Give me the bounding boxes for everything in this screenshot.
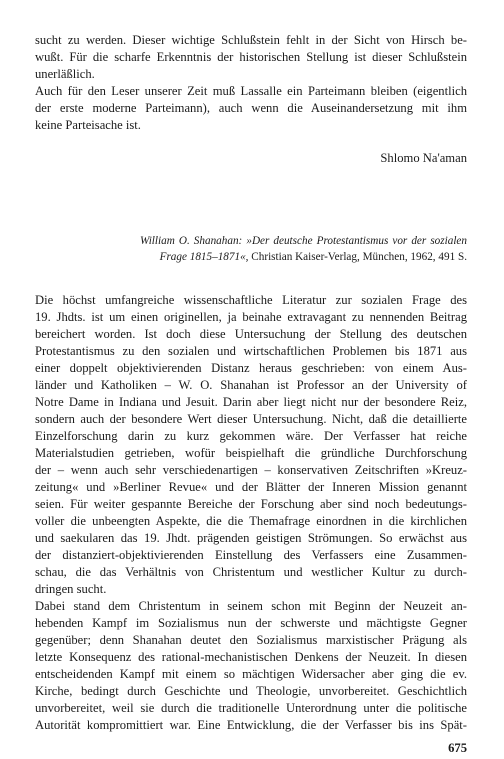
text-line: Autorität kompromittiert war. Eine Entwicklung, die der Verfasser bis ins Spät- bbox=[35, 718, 467, 732]
text-line: voller die unbeengten Aspekte, die die Themafrage einordnen in die kirchlichen bbox=[35, 514, 467, 528]
text-line: Die höchst umfangreiche wissenschaftliche Literatur zur sozialen Frage des bbox=[35, 293, 467, 307]
text-line: keine Parteisache ist. bbox=[35, 118, 141, 132]
text-line: Notre Dame in Indiana und Jesuit. Darin aber liegt nicht nur der besondere Reiz, bbox=[35, 395, 467, 409]
text-line: zeitung« und »Berliner Revue« und der Blätter der Inneren Mission genannt bbox=[35, 480, 467, 494]
text-line: länder und Katholiken – W. O. Shanahan ist Professor an der University of bbox=[35, 378, 467, 392]
text-line: dringen sucht. bbox=[35, 582, 107, 596]
text-line: hebenden Kampf im Sozialismus nun der schwerste und mächtigste Gegner bbox=[35, 616, 467, 630]
review-publisher: Christian Kaiser-Verlag, München, 1962, 491 S. bbox=[248, 251, 467, 263]
text-line: wußt. Für die scharfe Erkenntnis der historischen Stellung ist dieser Schlußstein bbox=[35, 50, 467, 64]
text-line: sucht zu werden. Dieser wichtige Schlußstein fehlt in der Sicht von Hirsch be- bbox=[35, 33, 467, 47]
text-line: seien. Für weiter gespannte Bereiche der Forschung aber sind noch bedeutungs- bbox=[35, 497, 467, 511]
review-title-end: Frage 1815–1871«, bbox=[159, 251, 249, 263]
text-line: letzte Konsequenz des rational-mechanistischen Denkens der Neuzeit. In diesen bbox=[35, 650, 467, 664]
text-line: unerläßlich. bbox=[35, 67, 95, 81]
text-line: Materialstudien getrieben, wofür beispielhaft die gründliche Durchforschung bbox=[35, 446, 467, 460]
text-line: der – wenn auch sehr verschiedenartigen – konservativen Zeitschriften »Kreuz- bbox=[35, 463, 467, 477]
text-line: schau, die das Verhältnis von Christentum und westlicher Kultur zu durch- bbox=[35, 565, 467, 579]
text-line: der erste moderne Parteimann), auch wenn die Auseinandersetzung mit ihm bbox=[35, 101, 467, 115]
text-line: entscheidenden Kampf mit einem so mächtigen Widersacher aber ging die ev. bbox=[35, 667, 467, 681]
text-line: und saekularen das 19. Jhdt. prägenden geistigen Strömungen. So erwächst aus bbox=[35, 531, 467, 545]
text-line: 19. Jhdts. ist um einen originellen, ja beinahe extravagant zu nennenden Beitrag bbox=[35, 310, 467, 324]
page-number: 675 bbox=[448, 741, 467, 755]
text-line: einer doppelt objektivierenden Distanz heraus geschrieben: von einem Aus- bbox=[35, 361, 467, 375]
review-reference-line bbox=[140, 249, 467, 265]
text-line: Einzelforschung darin zu kurz gekommen wäre. Der Verfasser hat reiche bbox=[35, 429, 467, 443]
text-line: bereichert worden. Ist doch diese Untersuchung der Stellung des deutschen bbox=[35, 327, 467, 341]
text-line: unvorbereitet, weil sie durch die traditionelle Unterordnung unter die politische bbox=[35, 701, 467, 715]
text-line: Protestantismus zu den sozialen und wirtschaftlichen Problemen bis 1871 aus bbox=[35, 344, 467, 358]
author-signature: Shlomo Na'aman bbox=[380, 151, 467, 165]
text-line: Dabei stand dem Christentum in seinem schon mit Beginn der Neuzeit an- bbox=[35, 599, 467, 613]
text-line: Auch für den Leser unserer Zeit muß Lassalle ein Parteimann bleiben (eigentlich bbox=[35, 84, 467, 98]
text-line: der distanziert-objektivierenden Einstellung des Verfassers eine Zusammen- bbox=[35, 548, 467, 562]
text-line: gegenüber; denn Shanahan deutet den Sozialismus marxistischer Prägung als bbox=[35, 633, 467, 647]
text-line: sondern auch der besondere Wert dieser Untersuchung. Nicht, daß die detaillierte bbox=[35, 412, 467, 426]
text-line: Kirche, bedingt durch Geschichte und Theologie, unvorbereitet. Geschichtlich bbox=[35, 684, 467, 698]
review-reference-line: William O. Shanahan: »Der deutsche Protestantismus vor der sozialen bbox=[140, 235, 467, 247]
